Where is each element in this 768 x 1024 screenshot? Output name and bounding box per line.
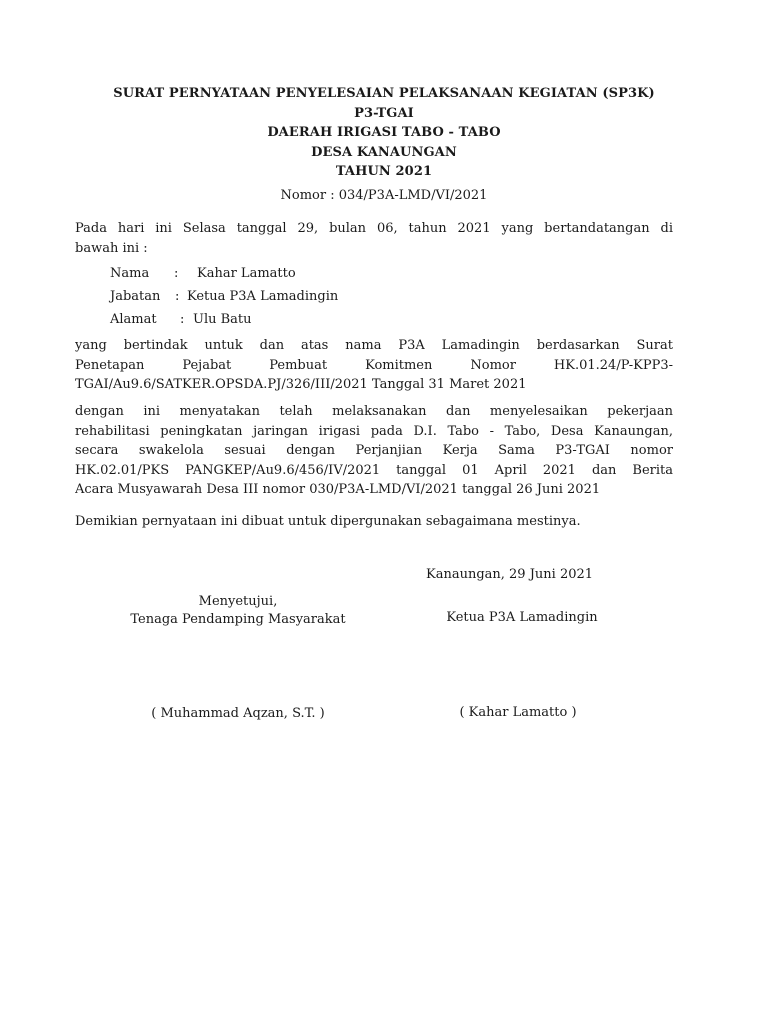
opening-line: bawah ini : [75,240,148,256]
statement-line: Acara Musyawarah Desa III nomor 030/P3A-LMD/VI/2021 tanggal 26 Juni 2021 [75,482,601,497]
signature-left-role: Tenaga Pendamping Masyarakat [130,612,346,627]
signature-approval-label: Menyetujui, [198,594,278,609]
title-line-sp3k: SURAT PERNYATAAN PENYELESAIAN PELAKSANAAN KEGIATAN (SP3K) [113,86,655,101]
title-line-program: P3-TGAI [354,105,414,121]
statement-line: dengan ini menyatakan telah melaksanakan dan menyelesaikan pekerjaan [75,404,673,419]
title-line-year: TAHUN 2021 [335,164,433,179]
basis-line: Penetapan Pejabat Pembuat Komitmen Nomor HK.01.24/P-KPP3- [75,357,673,373]
statement-line: secara swakelola sesuai dengan Perjanjian Kerja Sama P3-TGAI nomor [75,443,673,458]
identity-jabatan-separator: : [175,289,180,304]
identity-nama-separator: : [174,266,179,281]
statement-line: rehabilitasi peningkatan jaringan irigasi pada D.I. Tabo - Tabo, Desa Kanaungan, [75,423,673,439]
document-number: Nomor : 034/P3A-LMD/VI/2021 [280,188,488,203]
identity-jabatan-label: Jabatan [110,289,161,304]
document-title [40,84,728,182]
identity-alamat-value: Ulu Batu [193,312,252,327]
closing-paragraph [75,512,673,532]
identity-jabatan-row [110,287,338,307]
identity-nama-row [110,264,296,284]
title-line-village: DESA KANAUNGAN [311,144,457,160]
identity-nama-value: Kahar Lamatto [197,266,296,281]
identity-alamat-separator: : [180,312,185,327]
signature-right-name: ( Kahar Lamatto ) [459,705,577,720]
identity-alamat-label: Alamat [110,312,157,327]
identity-nama-label: Nama [110,266,150,281]
identity-jabatan-value: Ketua P3A Lamadingin [187,289,339,304]
signature-left-name: ( Muhammad Aqzan, S.T. ) [151,706,325,721]
basis-line: TGAI/Au9.6/SATKER.OPSDA.PJ/326/III/2021 Tanggal 31 Maret 2021 [75,377,527,392]
opening-line: Pada hari ini Selasa tanggal 29, bulan 06, tahun 2021 yang bertandatangan di [75,221,673,236]
basis-paragraph [75,336,673,395]
identity-alamat-row [110,310,252,330]
signature-right-role: Ketua P3A Lamadingin [446,610,598,625]
signature-place-date: Kanaungan, 29 Juni 2021 [426,567,594,582]
title-line-irrigation-area: DAERAH IRIGASI TABO - TABO [267,125,501,140]
basis-line: yang bertindak untuk dan atas nama P3A Lamadingin berdasarkan Surat [75,338,673,353]
opening-paragraph [75,219,673,258]
statement-paragraph [75,402,673,500]
statement-line: HK.02.01/PKS PANGKEP/Au9.6/456/IV/2021 tanggal 01 April 2021 dan Berita [75,462,673,478]
closing-line: Demikian pernyataan ini dibuat untuk dipergunakan sebagaimana mestinya. [75,514,581,529]
